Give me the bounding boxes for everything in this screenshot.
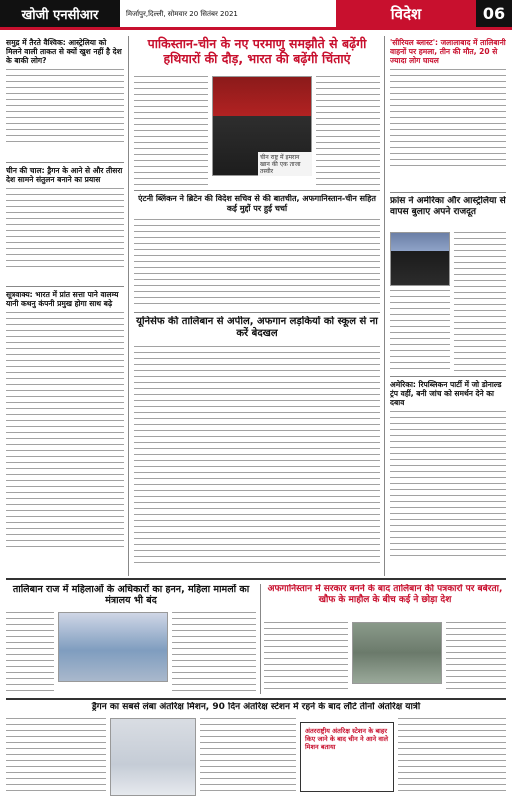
main-headline: पाकिस्तान-चीन के नए परमाणु समझौते से बढ़ेंगी हथियारों की दौड़, भारत की बढ़ेंगी चिंताएं (147, 36, 367, 66)
space-body-1 (6, 718, 106, 796)
date-line (120, 0, 336, 27)
space-headline: ड्रैगन का सबसे लंबा अंतरिक्ष मिशन, 90 दिन अंतरिक्ष स्टेशन में रहने के बाद लौटे तीनों अंतरिक्ष यात्री (91, 702, 421, 712)
macron-photo (390, 232, 450, 286)
trump-body (390, 411, 506, 561)
divider (390, 376, 506, 377)
right-top-body (390, 69, 506, 169)
women-body-left (6, 612, 54, 692)
divider (6, 286, 124, 287)
right-top-story (390, 38, 506, 188)
column-rule (384, 36, 385, 576)
left-bottom-body (6, 312, 124, 552)
main-photo-caption: चीन राष्ट्र में इमरान खान की एक ताजा तस्वीर (258, 152, 312, 176)
trump-story (390, 380, 506, 572)
left-bottom-headline: सूत्रवाक्य: भारत में प्रांत सत्ता पाने वालम्य यानी कथनु कंपनी प्रमुख होगा साथ बढ़े (6, 290, 119, 308)
blinken-story (134, 194, 380, 308)
left-mid-body (6, 188, 124, 268)
divider (6, 162, 124, 163)
divider (6, 698, 506, 700)
left-top-story (6, 38, 124, 158)
blinken-headline: एंटनी ब्लिंकन ने ब्रिटेन की विदेश सचिव से की बातचीत, अफगानिस्तान-चीन सहित कई मुद्दों पर हुई चर्चा (138, 194, 376, 213)
masthead (0, 0, 512, 30)
france-body-2 (390, 290, 450, 372)
blinken-body (134, 219, 380, 305)
space-quote: अंतरराष्ट्रीय अंतरिक्ष स्टेशन के बाहर किए जाने के बाद चीन ने आने वाले मिशन बताया (300, 722, 394, 792)
left-mid-headline: चीन की चाल: ड्रैगन के आने से और तीसरा देश सामने संतुलन बनाने का प्रयास (6, 166, 123, 184)
space-body-3 (398, 718, 506, 796)
unicef-story (134, 316, 380, 572)
paper-name: खोजी एनसीआर (0, 0, 120, 27)
date-text: मिर्जापुर,दिल्ली, सोमवार 20 सितंबर 2021 (126, 9, 238, 18)
divider (6, 578, 506, 580)
france-headline: फ्रांस ने अमेरिका और आस्ट्रेलिया से वापस बुलाए अपने राजदूत (390, 196, 506, 217)
column-rule (260, 584, 261, 694)
unicef-body (134, 346, 380, 566)
press-body-right (446, 622, 506, 692)
women-body-right (172, 612, 256, 692)
press-photo (352, 622, 442, 684)
france-body (454, 232, 506, 372)
press-body-left (264, 622, 348, 692)
left-mid-story (6, 166, 124, 281)
main-body-left (134, 76, 208, 186)
women-headline: तालिबान राज में महिलाओं के अधिकारों का हनन, महिला मामलों का मंत्रालय भी बंद (12, 584, 250, 606)
unicef-headline: यूनिसेफ की तालिबान से अपील, अफगान लड़कियों को स्कूल से ना करें बेदखल (136, 316, 378, 339)
trump-headline: अमेरिका: रिपब्लिकन पार्टी में जो डोनाल्ड ट्रंप वहीं, बनी जांच को समर्थन देने का दबाव (390, 380, 502, 407)
left-top-body (6, 69, 124, 147)
divider (390, 192, 506, 193)
press-headline: अफगानिस्तान में सरकार बनने के बाद तालिबान की पत्रकारों पर बर्बरता, खौफ के माहौल के बीच कई ने छोड़ा देश (267, 584, 503, 605)
left-bottom-story (6, 290, 124, 570)
women-photo (58, 612, 168, 682)
right-top-headline: 'सीरियल ब्लास्ट': जलालाबाद में तालिबानी वाहनों पर हमला, तीन की मौत, 20 से ज्यादा लोग घायल (390, 38, 506, 65)
astronaut-photo (110, 718, 196, 796)
left-top-headline: समुद्र में तैरते वैश्विक: आस्ट्रेलिया को मिलने वाली ताकत से क्यों खुश नहीं है देश के बाकी लोग? (6, 38, 122, 65)
column-rule (128, 36, 129, 576)
main-body-right (316, 76, 380, 186)
divider (134, 190, 380, 191)
space-body-2 (200, 718, 296, 796)
section-title: विदेश (336, 0, 476, 27)
divider (134, 312, 380, 313)
page-number: 06 (476, 0, 512, 27)
